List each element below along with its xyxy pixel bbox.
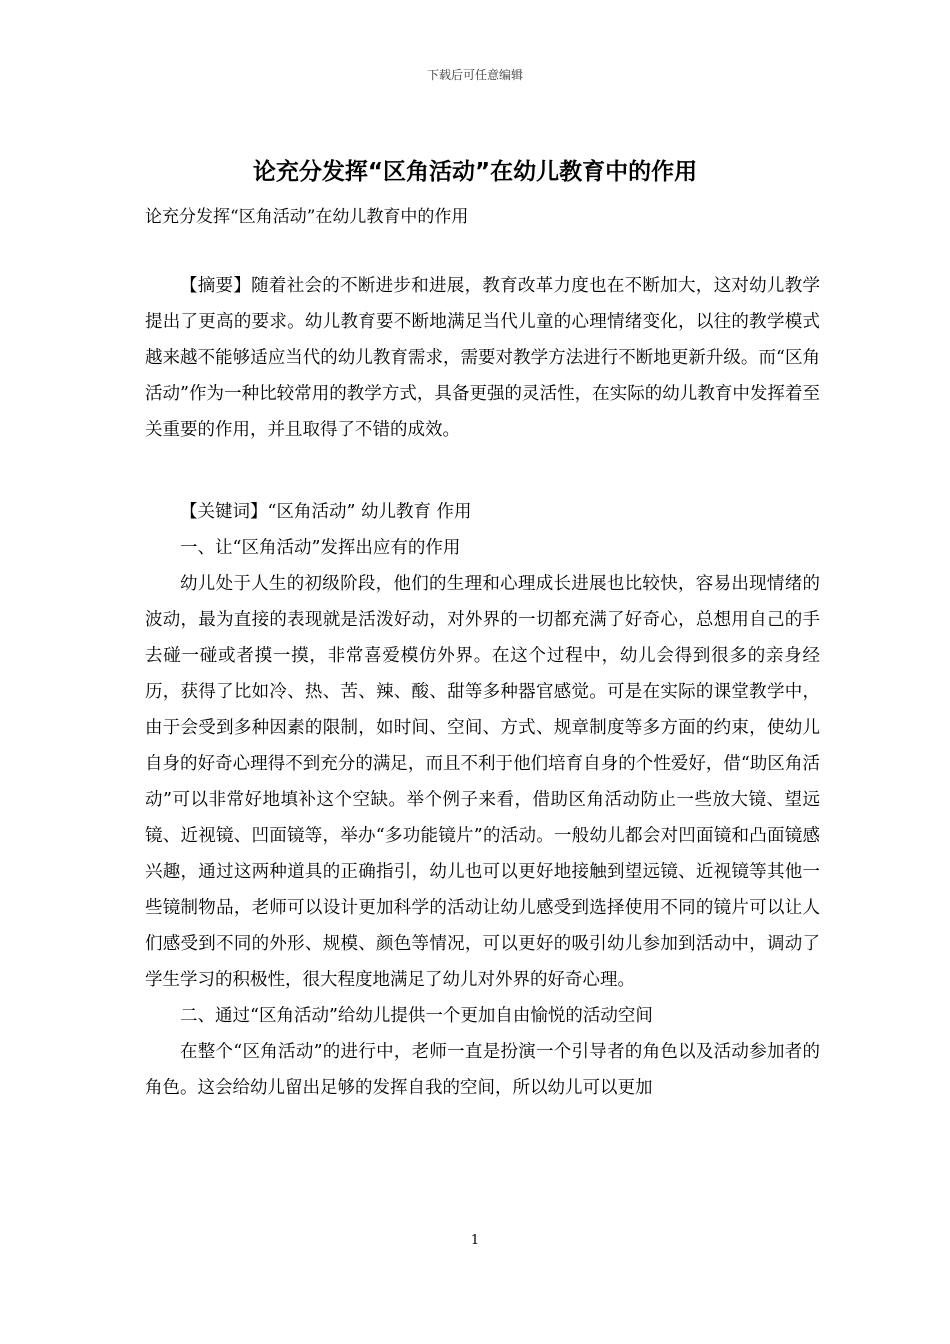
section-2-heading: 二、通过“区角活动”给幼儿提供一个更加自由愉悦的活动空间 — [180, 1006, 653, 1026]
abstract-block — [145, 268, 820, 448]
section-1-heading: 一、让“区角活动”发挥出应有的作用 — [180, 538, 461, 558]
main-content — [145, 494, 820, 1106]
section-2-paragraph: 在整个“区角活动”的进行中，老师一直是扮演一个引导者的角色以及活动参加者的角色。这会给幼儿留出足够的发挥自我的空间，所以幼儿可以更加 — [145, 1042, 820, 1098]
page-header-note: 下载后可任意编辑 — [426, 68, 523, 82]
abstract-paragraph: 【摘要】随着社会的不断进步和进展，教育改革力度也在不断加大，这对幼儿教学提出了更高的要求。幼儿教育要不断地满足当代儿童的心理情绪变化，以往的教学模式越来越不能够适应当代的幼儿教育需求，需要对教学方法进行不断地更新升级。而“区角活动”作为一种比较常用的教学方式，具备更强的灵活性，在实际的幼儿教育中发挥着至关重要的作用，并且取得了不错的成效。 — [145, 276, 820, 440]
page-number: 1 — [470, 1233, 480, 1248]
document-subtitle: 论充分发挥“区角活动”在幼儿教育中的作用 — [145, 207, 469, 227]
keywords-line: 【关键词】“区角活动” 幼儿教育 作用 — [180, 502, 472, 522]
document-title: 论充分发挥“区角活动”在幼儿教育中的作用 — [252, 159, 698, 185]
section-1-paragraph: 幼儿处于人生的初级阶段，他们的生理和心理成长进展也比较快，容易出现情绪的波动，最为直接的表现就是活泼好动，对外界的一切都充满了好奇心，总想用自己的手去碰一碰或者摸一摸，非常喜爱模仿外界。在这个过程中，幼儿会得到很多的亲身经历，获得了比如冷、热、苦、辣、酸、甜等多种器官感觉。可是在实际的课堂教学中，由于会受到多种因素的限制，如时间、空间、方式、规章制度等多方面的约束，使幼儿自身的好奇心理得不到充分的满足，而且不利于他们培育自身的个性爱好，借“助区角活动”可以非常好地填补这个空缺。举个例子来看，借助区角活动防止一些放大镜、望远镜、近视镜、凹面镜等，举办“多功能镜片”的活动。一般幼儿都会对凹面镜和凸面镜感兴趣，通过这两种道具的正确指引，幼儿也可以更好地接触到望远镜、近视镜等其他一些镜制物品，老师可以设计更加科学的活动让幼儿感受到选择使用不同的镜片可以让人们感受到不同的外形、规模、颜色等情况，可以更好的吸引幼儿参加到活动中，调动了学生学习的积极性，很大程度地满足了幼儿对外界的好奇心理。 — [145, 574, 820, 990]
